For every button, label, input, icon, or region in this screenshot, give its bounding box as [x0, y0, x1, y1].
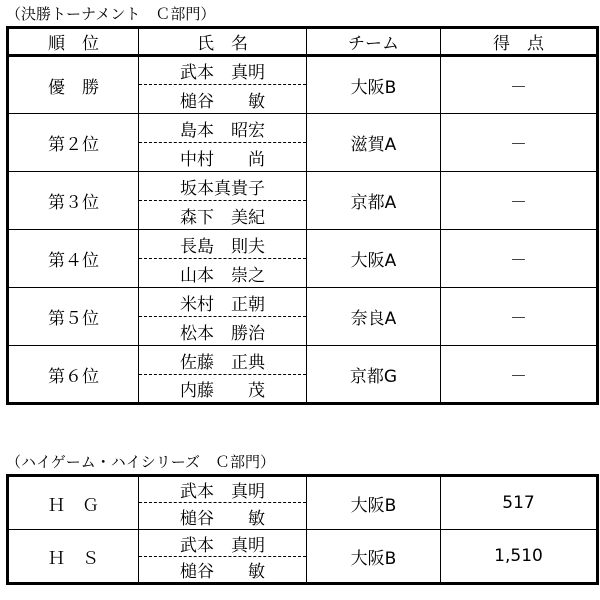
rank-cell: 第５位: [8, 288, 139, 346]
team-cell: 大阪B: [307, 476, 441, 530]
team-cell: 京都A: [307, 172, 441, 230]
player-name: 中村 尚: [139, 143, 307, 172]
player-name: 武本 真明: [139, 530, 307, 557]
category-cell: Ｈ Ｇ: [8, 476, 139, 530]
table-row: [8, 56, 598, 85]
player-name: 長島 則夫: [139, 230, 307, 259]
table-row: [8, 476, 598, 503]
team-cell: 大阪B: [307, 530, 441, 584]
player-name: 森下 美紀: [139, 201, 307, 230]
rank-cell: 優 勝: [8, 56, 139, 114]
rank-cell: 第３位: [8, 172, 139, 230]
player-name: 内藤 茂: [139, 375, 307, 404]
player-name: 山本 崇之: [139, 259, 307, 288]
player-name: 坂本真貴子: [139, 172, 307, 201]
team-cell: 滋賀A: [307, 114, 441, 172]
player-name: 米村 正朝: [139, 288, 307, 317]
header-row: [8, 28, 598, 56]
player-name: 槌谷 敏: [139, 557, 307, 584]
header-score: 得 点: [441, 28, 598, 56]
tournament-table: [6, 26, 599, 405]
tournament-caption: （決勝トーナメント Ｃ部門）: [6, 5, 216, 23]
header-rank: 順 位: [8, 28, 139, 56]
score-cell: －: [441, 172, 598, 230]
header-name: 氏 名: [139, 28, 307, 56]
score-cell: 1,510: [441, 530, 598, 584]
team-cell: 奈良A: [307, 288, 441, 346]
table-row: [8, 530, 598, 557]
table-row: [8, 288, 598, 317]
score-cell: －: [441, 114, 598, 172]
score-cell: －: [441, 56, 598, 114]
score-cell: －: [441, 288, 598, 346]
table-row: [8, 230, 598, 259]
rank-cell: 第２位: [8, 114, 139, 172]
score-cell: －: [441, 346, 598, 404]
score-cell: 517: [441, 476, 598, 530]
player-name: 武本 真明: [139, 476, 307, 503]
high-score-caption: （ハイゲーム・ハイシリーズ Ｃ部門）: [6, 453, 275, 471]
team-cell: 大阪A: [307, 230, 441, 288]
player-name: 佐藤 正典: [139, 346, 307, 375]
player-name: 槌谷 敏: [139, 85, 307, 114]
player-name: 松本 勝治: [139, 317, 307, 346]
table-row: [8, 114, 598, 143]
header-team: チーム: [307, 28, 441, 56]
team-cell: 京都G: [307, 346, 441, 404]
player-name: 槌谷 敏: [139, 503, 307, 530]
high-score-table: [6, 474, 599, 585]
table-row: [8, 172, 598, 201]
score-cell: －: [441, 230, 598, 288]
category-cell: Ｈ Ｓ: [8, 530, 139, 584]
rank-cell: 第６位: [8, 346, 139, 404]
rank-cell: 第４位: [8, 230, 139, 288]
team-cell: 大阪B: [307, 56, 441, 114]
player-name: 武本 真明: [139, 56, 307, 85]
table-row: [8, 346, 598, 375]
player-name: 島本 昭宏: [139, 114, 307, 143]
